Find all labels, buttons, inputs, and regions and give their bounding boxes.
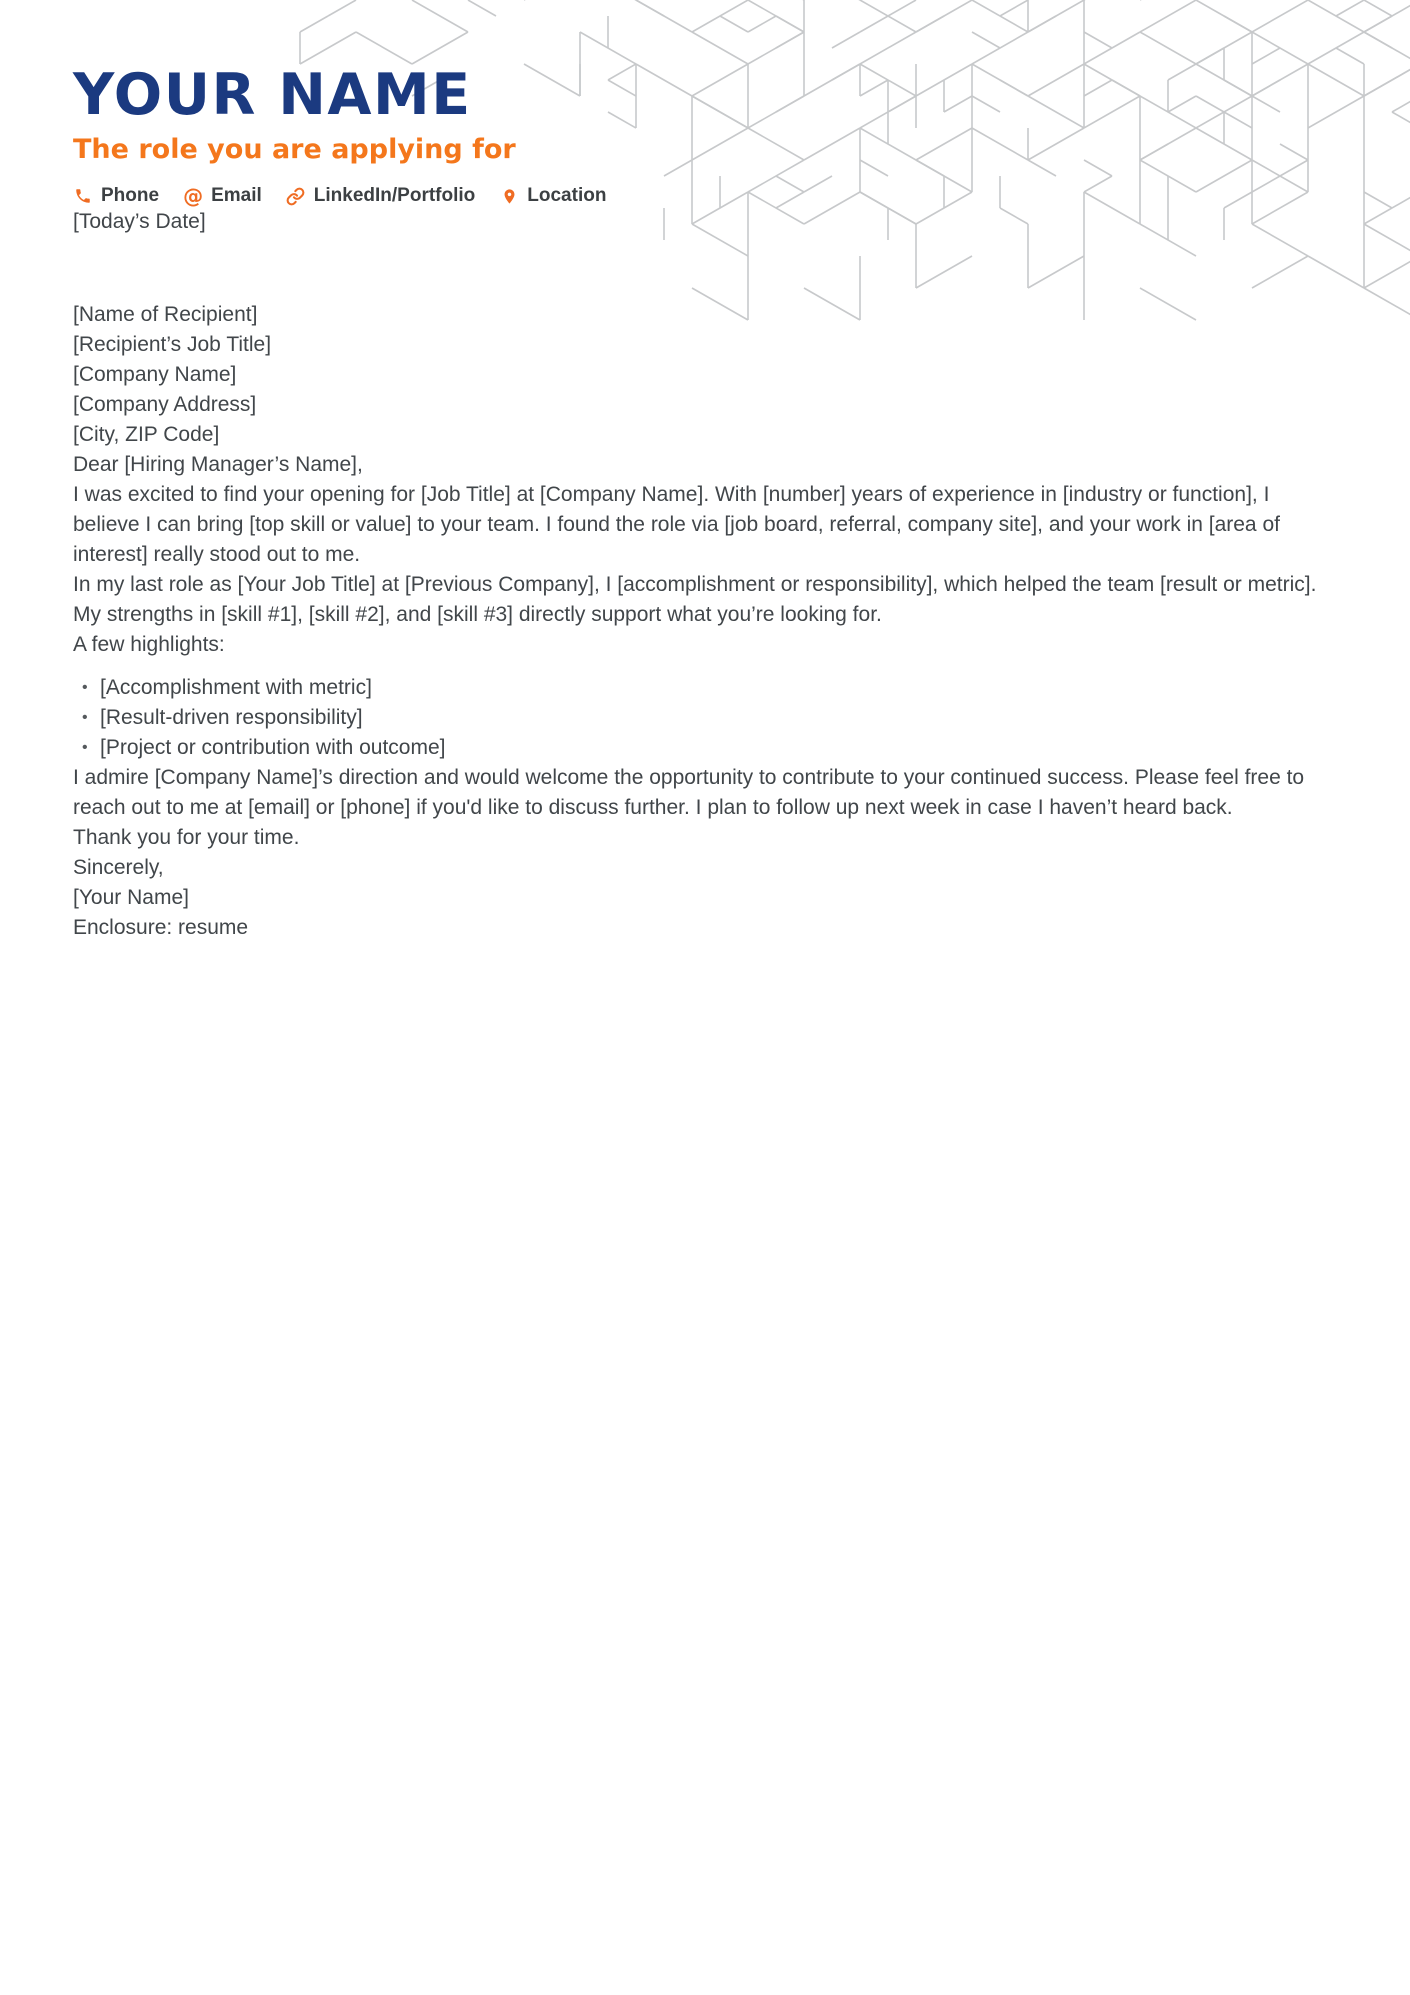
- letter-header: [0, 0, 1410, 207]
- highlight-item: • [Accomplishment with metric]: [73, 673, 1340, 703]
- letter-body: [0, 207, 1410, 943]
- closing-paragraph: I admire [Company Name]’s direction and would welcome the opportunity to contribute to your continued success. Please feel free to reach out to me at [email] or [phone] if you'd like to discuss further. I plan to follow up next week in case I haven’t heard back.: [73, 766, 1305, 819]
- contact-phone-label: Phone: [101, 185, 160, 206]
- contact-linkedin-label: LinkedIn/Portfolio: [313, 185, 476, 206]
- contact-linkedin: [286, 185, 476, 207]
- recipient-name: [Name of Recipient]: [73, 303, 258, 326]
- email-icon: @: [183, 184, 204, 208]
- contact-phone: [73, 185, 159, 207]
- experience-paragraph: In my last role as [Your Job Title] at [Previous Company], I [accomplishment or responsibility], which helped the team [result or metric]. My strengths in [skill #1], [skill #2], and [skill #3] directly support what you’re looking for.: [73, 573, 1317, 626]
- recipient-company-name: [Company Name]: [73, 363, 237, 386]
- recipient-company-address: [Company Address]: [73, 393, 257, 416]
- signature-name: [Your Name]: [73, 886, 189, 909]
- contact-row: [73, 185, 1343, 207]
- contact-email: [183, 185, 262, 207]
- highlights-intro: A few highlights:: [73, 633, 225, 656]
- recipient-city-zip: [City, ZIP Code]: [73, 423, 220, 446]
- highlight-item: • [Result-driven responsibility]: [73, 703, 1340, 733]
- signoff: Sincerely,: [73, 856, 164, 879]
- phone-icon: [73, 186, 93, 206]
- recipient-block: [73, 300, 1340, 450]
- highlights-list: [73, 673, 1340, 763]
- location-icon: [499, 186, 519, 206]
- applicant-name: YOUR NAME: [73, 62, 472, 128]
- recipient-job-title: [Recipient’s Job Title]: [73, 333, 272, 356]
- enclosure-note: Enclosure: resume: [73, 916, 249, 939]
- date-line: [Today’s Date]: [73, 210, 206, 233]
- link-icon: [286, 186, 306, 206]
- contact-location-label: Location: [527, 185, 607, 206]
- applied-role: The role you are applying for: [73, 134, 516, 165]
- highlight-item: • [Project or contribution with outcome]: [73, 733, 1340, 763]
- contact-email-label: Email: [211, 185, 262, 206]
- intro-paragraph: I was excited to find your opening for [Job Title] at [Company Name]. With [number] years of experience in [industry or function], I believe I can bring [top skill or value] to your team. I found the role via [job board, referral, company site], and your work in [area of interest] really stood out to me.: [73, 483, 1280, 566]
- contact-location: [499, 185, 606, 207]
- thanks-line: Thank you for your time.: [73, 826, 300, 849]
- salutation: Dear [Hiring Manager’s Name],: [73, 453, 363, 476]
